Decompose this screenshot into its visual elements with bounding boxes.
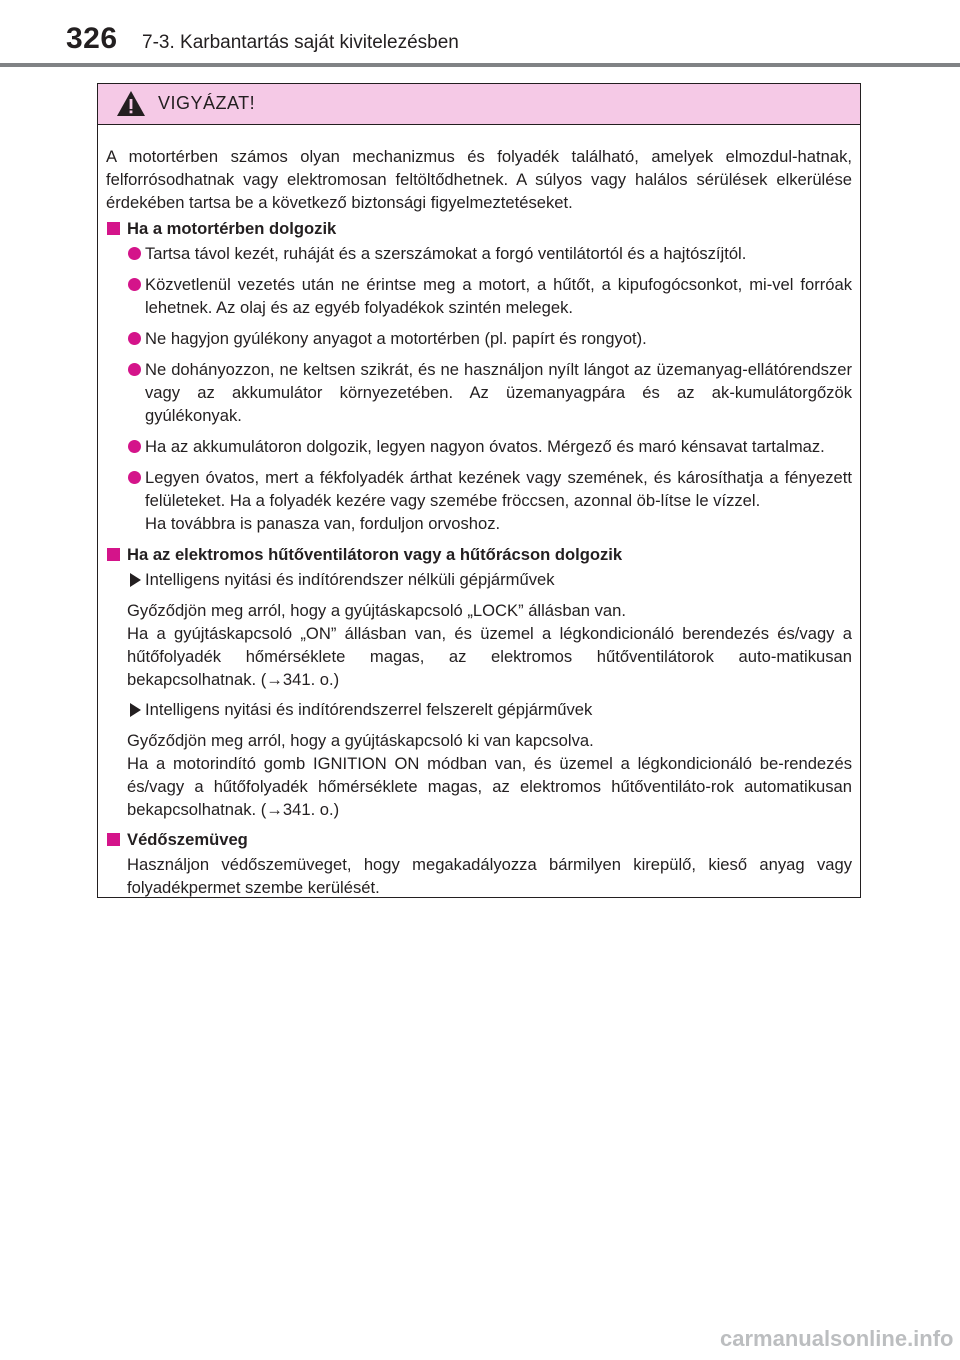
paragraph-line: Ha a gyújtáskapcsoló „ON” állásban van, és üzemel a légkondicionáló berendezés és/vagy a hűtőfolyadék hőmérséklete magas, az elektromos hűtőventilátorok auto-matikusan bekapcsolhatnak. (→341. o.) — [127, 624, 852, 689]
section-heading-text: Védőszemüveg — [127, 830, 248, 849]
paragraph — [106, 853, 852, 899]
vehicle-type-title: Intelligens nyitási és indítórendszerrel felszerelt gépjárművek — [145, 700, 593, 719]
list-item — [106, 358, 852, 427]
page-header — [0, 0, 960, 70]
list-item-text: Ne hagyjon gyúlékony anyagot a motortérben (pl. papírt és rongyot). — [145, 329, 647, 348]
section-heading-text: Ha a motortérben dolgozik — [127, 219, 337, 238]
right-triangle-icon — [130, 573, 141, 587]
caution-intro: A motortérben számos olyan mechanizmus és folyadék található, amelyek elmozdul-hatnak, felforrósodhatnak vagy elektromosan feltöltődhetnek. A súlyos vagy halálos sérülések elkerülése érdekében tartsa be a következő biztonsági figyelmeztetéseket. — [106, 147, 852, 212]
paragraph-line: Győződjön meg arról, hogy a gyújtáskapcsoló „LOCK” állásban van. — [127, 601, 626, 620]
paragraph-line: Ha a motorindító gomb IGNITION ON módban van, és üzemel a légkondicionáló be-rendezés és/vagy a hűtőfolyadék hőmérséklete magas, az elektromos hűtőventiláto-rok automatikusan bekapcsolhatnak. (→341. o.) — [127, 754, 852, 819]
vehicle-type-title: Intelligens nyitási és indítórendszer nélküli gépjárművek — [145, 570, 555, 589]
section-heading — [106, 543, 852, 566]
warning-triangle-icon — [116, 90, 146, 117]
caution-box — [97, 83, 861, 898]
list-item-text: Ha az akkumulátoron dolgozik, legyen nagyon óvatos. Mérgező és maró kénsavat tartalmaz. — [145, 437, 825, 456]
square-icon — [107, 548, 120, 561]
caution-body — [98, 125, 860, 899]
paragraph-line: Használjon védőszemüveget, hogy megakadályozza bármilyen kirepülő, kieső anyag vagy folyadékpermet szembe kerülését. — [127, 855, 852, 897]
vehicle-type-item — [106, 698, 852, 721]
list-item — [106, 435, 852, 458]
paragraph — [106, 599, 852, 691]
section-heading — [106, 217, 852, 240]
watermark: carmanualsonline.info — [720, 1326, 954, 1351]
right-triangle-icon — [130, 703, 141, 717]
section-heading — [106, 828, 852, 851]
list-item-extra: Ha továbbra is panasza van, forduljon orvoshoz. — [145, 514, 501, 533]
circle-bullet-icon — [128, 363, 141, 376]
circle-bullet-icon — [128, 278, 141, 291]
square-icon — [107, 222, 120, 235]
section-heading-text: Ha az elektromos hűtőventilátoron vagy a hűtőrácson dolgozik — [127, 545, 623, 564]
list-item — [106, 242, 852, 265]
list-item — [106, 273, 852, 319]
list-item-text: Közvetlenül vezetés után ne érintse meg a motort, a hűtőt, a kipufogócsonkot, mi-vel forróak lehetnek. Az olaj és az egyéb folyadékok szintén melegek. — [145, 275, 852, 317]
vehicle-type-item — [106, 568, 852, 591]
paragraph — [106, 729, 852, 821]
page-number: 326 — [66, 22, 118, 55]
section-title: 7-3. Karbantartás saját kivitelezésben — [142, 32, 459, 53]
circle-bullet-icon — [128, 471, 141, 484]
list-item — [106, 327, 852, 350]
caution-header — [98, 84, 860, 125]
circle-bullet-icon — [128, 247, 141, 260]
list-item-text: Tartsa távol kezét, ruháját és a szerszámokat a forgó ventilátortól és a hajtószíjtól. — [145, 244, 747, 263]
header-rule — [0, 63, 960, 67]
paragraph-line: Győződjön meg arról, hogy a gyújtáskapcsoló ki van kapcsolva. — [127, 731, 594, 750]
circle-bullet-icon — [128, 440, 141, 453]
list-item-text: Legyen óvatos, mert a fékfolyadék árthat kezének vagy szemének, és károsíthatja a fényezett felületeket. Ha a folyadék kezére vagy szemébe fröccsen, azonnal öb-lítse le vízzel. — [145, 468, 852, 510]
circle-bullet-icon — [128, 332, 141, 345]
list-item-text: Ne dohányozzon, ne keltsen szikrát, és ne használjon nyílt lángot az üzemanyag-ellátórendszer vagy az akkumulátor környezetében. Az üzemanyagpára és az ak-kumulátorgőzök gyúlékonyak. — [145, 360, 852, 425]
caution-label: VIGYÁZAT! — [158, 93, 256, 113]
square-icon — [107, 833, 120, 846]
list-item — [106, 466, 852, 535]
